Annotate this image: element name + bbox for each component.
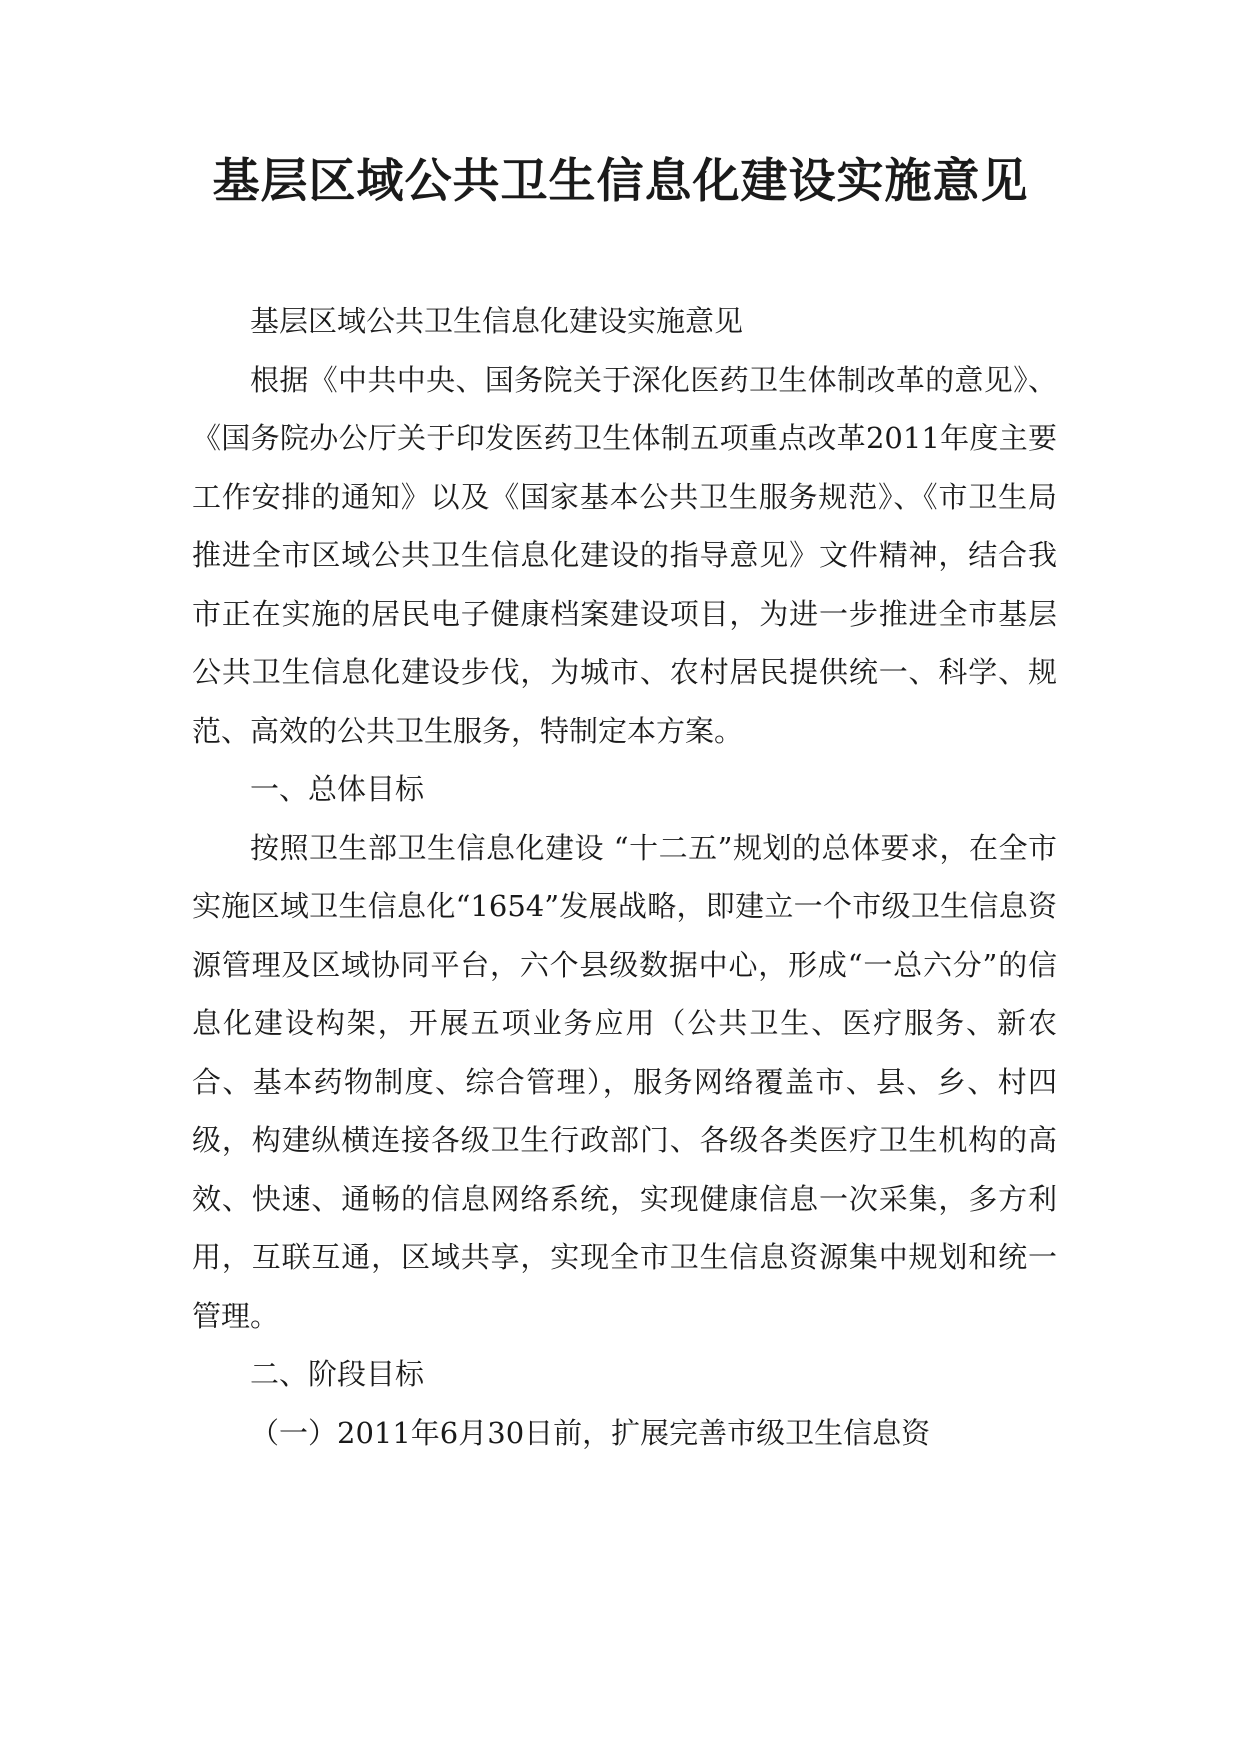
document-title: 基层区域公共卫生信息化建设实施意见	[212, 154, 1029, 209]
paragraph-intro: 根据《中共中央、国务院关于深化医药卫生体制改革的意见》、《国务院办公厅关于印发医药卫生体制五项重点改革2011年度主要工作安排的通知》以及《国家基本公共卫生服务规范》、《市卫生局推进全市区域公共卫生信息化建设的指导意见》文件精神，结合我市正在实施的居民电子健康档案建设项目，为进一步推进全市基层公共卫生信息化建设步伐，为城市、农村居民提供统一、科学、规范、高效的公共卫生服务，特制定本方案。	[192, 362, 1057, 748]
paragraph-overall-goal: 按照卫生部卫生信息化建设 “十二五”规划的总体要求，在全市实施区域卫生信息化“1654”发展战略，即建立一个市级卫生信息资源管理及区域协同平台，六个县级数据中心，形成“一总六分”的信息化建设构架，开展五项业务应用（公共卫生、医疗服务、新农合、基本药物制度、综合管理），服务网络覆盖市、县、乡、村四级，构建纵横连接各级卫生行政部门、各级各类医疗卫生机构的高效、快速、通畅的信息网络系统，实现健康信息一次采集，多方利用，互联互通，区域共享，实现全市卫生信息资源集中规划和统一管理。	[192, 830, 1057, 1333]
section-heading-stage-goal: 二、阶段目标	[250, 1357, 425, 1391]
paragraph-heading-repeat: 基层区域公共卫生信息化建设实施意见	[250, 304, 744, 338]
section-heading-overall-goal: 一、总体目标	[250, 772, 425, 806]
document-body	[192, 292, 1057, 1462]
paragraph-stage-goal-1: （一）2011年6月30日前，扩展完善市级卫生信息资	[250, 1415, 931, 1450]
